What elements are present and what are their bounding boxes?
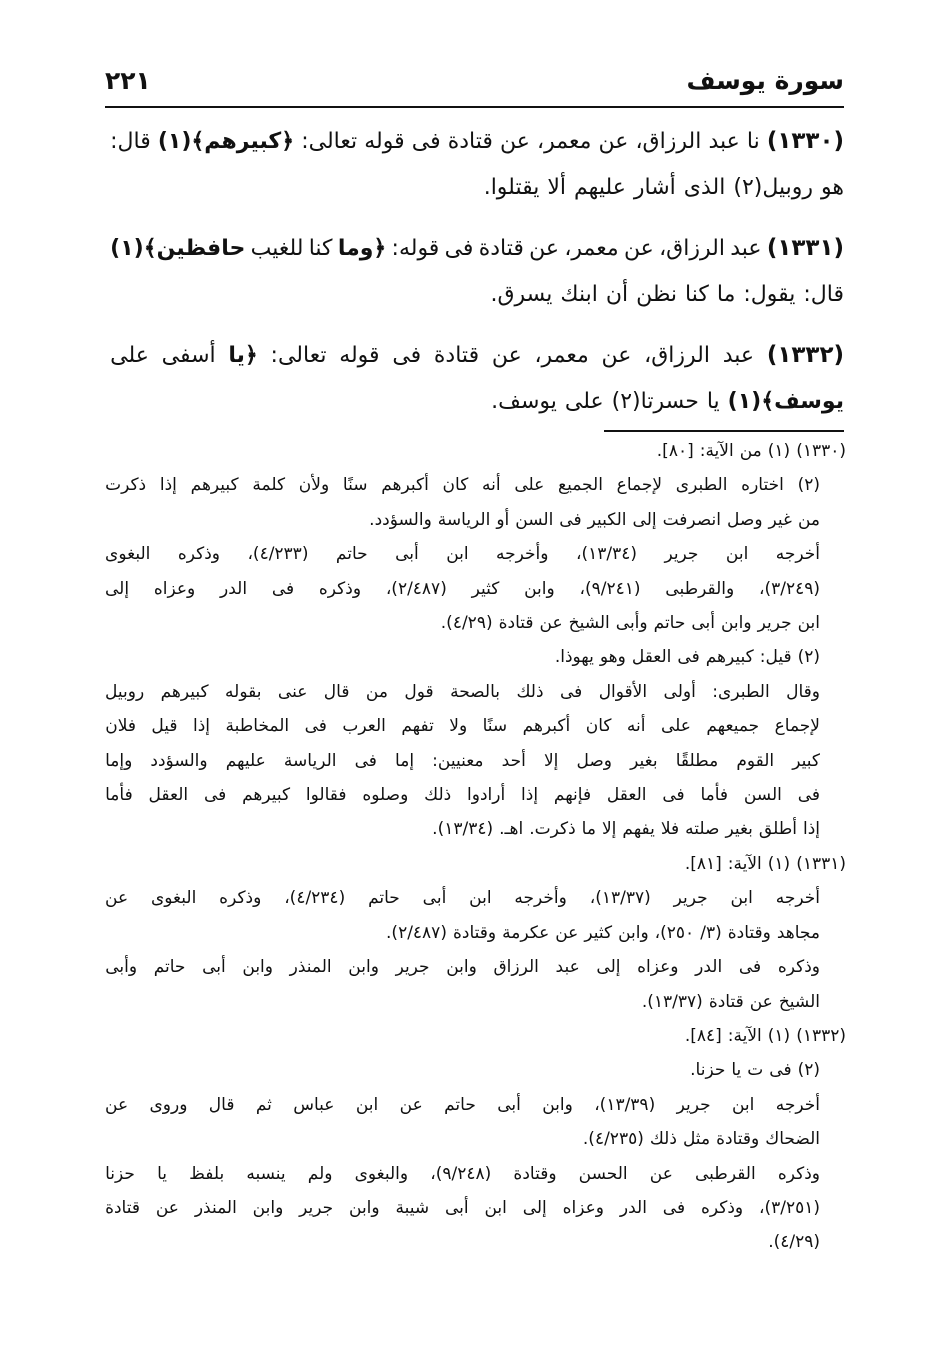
footnote-line: (١٣٣٢) (١) الآية: [٨٤]. <box>684 1025 846 1046</box>
footnote-line: (٣/٢٤٩)، والقرطبى (٩/٢٤١)، وابن كثير (٢/٤٨٧)، وذكره فى الدر وعزاه إلى <box>105 578 820 599</box>
footnote-line: أخرجه ابن جرير (١٣/٣٤)، وأخرجه ابن أبى حاتم (٤/٢٣٣)، وذكره البغوى <box>105 544 820 565</box>
footnote-line: الشيخ عن قتادة (١٣/٣٧). <box>641 991 820 1012</box>
entry-line: (١٣٣٢) عبد الرزاق، عن معمر، عن قتادة فى قوله تعالى: ﴿يا أسفى على <box>110 342 844 368</box>
footnote-line: أخرجه ابن جرير (١٣/٣٧)، وأخرجه ابن أبى حاتم (٤/٢٣٤)، وذكره البغوى عن <box>105 888 820 909</box>
footnote-line: (٢) اختاره الطبرى لإجماع الجميع على أنه كان أكبرهم سنًا ولأن كلمة كبيرهم إذا ذكرت <box>105 475 820 496</box>
entry-line: (١٣٣٠) نا عبد الرزاق، عن معمر، عن قتادة فى قوله تعالى: ﴿كبيرهم﴾(١) قال: <box>110 128 844 154</box>
footnote-line: لإجماع جميعهم على أنه كان أكبرهم سنًا ولا تفهم العرب فى المخاطبة إذا قيل فلان <box>105 716 820 737</box>
header-rule <box>105 106 844 108</box>
entry-1332 <box>110 332 844 425</box>
footnote-line: وقال الطبرى: أولى الأقوال فى ذلك بالصحة قول من قال عنى بقوله كبيرهم روبيل <box>105 681 820 702</box>
entry-line: (١٣٣١) عبد الرزاق، عن معمر، عن قتادة فى قوله: ﴿وما كنا للغيب حافظين﴾(١) <box>110 235 844 261</box>
footnote-line: ابن جرير وابن أبى حاتم وأبى الشيخ عن قتادة (٤/٢٩). <box>440 613 820 634</box>
footnotes <box>105 434 846 1260</box>
running-title: سورة يوسف <box>686 66 844 95</box>
footnote-line: إذا أطلق بغير صلته فلا يفهم إلا ما ذكرت. اهـ. (١٣/٣٤). <box>432 819 820 840</box>
footnote-line: (٢) فى ت يا حزنا. <box>690 1060 820 1081</box>
footnote-line: (١٣٣١) (١) الآية: [٨١]. <box>684 853 846 874</box>
entry-line: هو روبيل(٢) الذى أشار عليهم ألا يقتلوا. <box>483 175 844 200</box>
footnote-line: وذكره فى الدر وعزاه إلى عبد الرزاق وابن جرير وابن المنذر وابن أبى حاتم وأبى <box>105 957 820 978</box>
entry-1330 <box>110 118 844 211</box>
footnote-line: من غير وصل انصرفت إلى الكبير فى السن أو الرياسة والسؤدد. <box>369 509 820 530</box>
entry-line: قال: يقول: ما كنا نظن أن ابنك يسرق. <box>490 282 844 307</box>
footnote-line: (١٣٣٠) (١) من الآية: [٨٠]. <box>656 441 846 461</box>
footnote-line: مجاهد وقتادة (٣/ ٢٥٠)، وابن كثير عن عكرمة وقتادة (٢/٤٨٧). <box>386 922 820 943</box>
footnote-line: (٤/٢٩). <box>768 1232 820 1253</box>
footnote-line: (٣/٢٥١)، وذكره فى الدر وعزاه إلى ابن أبى شيبة وابن جرير وابن المنذر عن قتادة <box>105 1197 820 1218</box>
footnote-separator <box>604 430 844 432</box>
footnote-line: (٢) قيل: كبيرهم فى العقل وهو يهوذا. <box>554 647 820 668</box>
entry-line: يوسف﴾(١) يا حسرتا(٢) على يوسف. <box>491 389 844 414</box>
footnote-line: كبير القوم مطلقًا بغير وصل إلا أحد معنيين: إما فى الرياسة عليهم والسؤدد وإما <box>105 750 820 771</box>
footnote-line: الضحاك وقتادة مثل ذلك (٤/٢٣٥). <box>582 1129 820 1150</box>
footnote-line: وذكره القرطبى عن الحسن وقتادة (٩/٢٤٨)، والبغوى ولم ينسبه بلفظ يا حزنا <box>105 1163 820 1184</box>
entry-1331 <box>110 225 844 318</box>
main-text <box>110 118 844 439</box>
footnote-line: فى السن فأما فى العقل فإنهم إذا أرادوا ذلك وصلوه فقالوا كبيرهم فى العقل فأما <box>105 785 820 806</box>
footnote-line: أخرجه ابن جرير (١٣/٣٩)، وابن أبى حاتم عن ابن عباس ثم قال وروى عن <box>105 1094 820 1115</box>
page-number: ٢٢١ <box>105 66 151 95</box>
page-header <box>105 62 844 102</box>
